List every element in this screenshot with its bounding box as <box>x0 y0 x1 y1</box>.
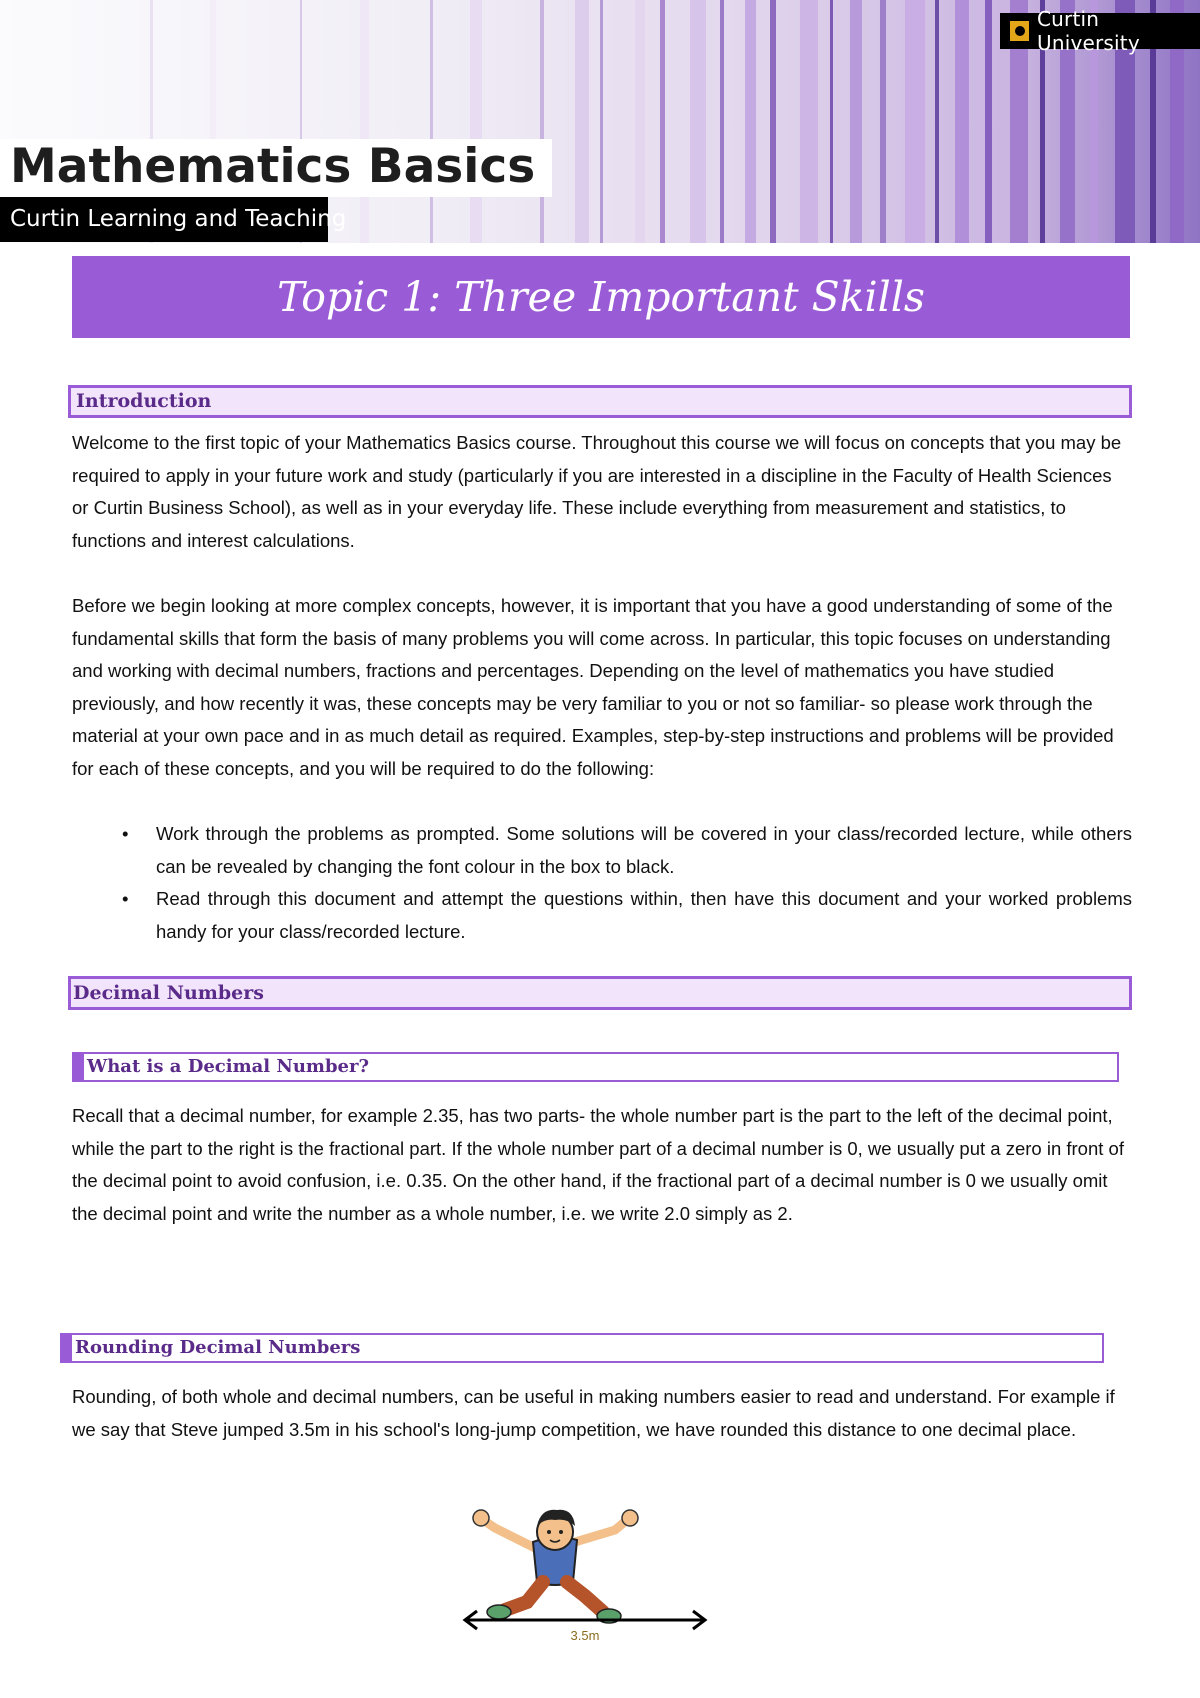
topic-banner <box>72 256 1130 338</box>
intro-paragraph-2 <box>72 590 1132 785</box>
rounding-text: Rounding, of both whole and decimal numbers, can be useful in making numbers easier to read and understand. For example if we say that Steve jumped 3.5m in his school's long-jump competition, we have rounded this distance to one decimal place. <box>72 1386 1115 1440</box>
bullet-text: Read through this document and attempt the questions within, then have this document and your worked problems handy for your class/recorded lecture. <box>156 888 1132 942</box>
intro-text-1: Welcome to the first topic of your Mathematics Basics course. Throughout this course we will focus on concepts that you may be required to apply in your future work and study (particularly if you are interested in a discipline in the Faculty of Health Sciences or Curtin Business School), as well as in your everyday life. These include everything from measurement and statistics, to functions and interest calculations. <box>72 432 1122 551</box>
heading-accent-bar <box>60 1333 70 1363</box>
header-banner <box>0 0 1200 243</box>
long-jump-illustration <box>455 1490 715 1665</box>
subsection-heading-rounding <box>70 1333 1104 1363</box>
shield-icon <box>1010 21 1029 41</box>
list-item <box>72 818 1132 883</box>
jumping-boy-icon <box>455 1490 715 1665</box>
bullet-icon: • <box>122 888 129 909</box>
section-heading-introduction: Introduction <box>68 385 1132 418</box>
decimal-paragraph <box>72 1100 1132 1230</box>
intro-bullet-list <box>72 818 1132 948</box>
course-subtitle: Curtin Learning and Teaching <box>10 206 347 232</box>
topic-title: Topic 1: Three Important Skills <box>277 273 925 321</box>
decimal-text: Recall that a decimal number, for example 2.35, has two parts- the whole number part is the part to the left of the decimal point, while the part to the right is the fractional part. If the whole number part of a decimal number is 0, we usually put a zero in front of the decimal point to avoid confusion, i.e. 0.35. On the other hand, if the fractional part of a decimal number is 0 we usually omit the decimal point and write the number as a whole number, i.e. we write 2.0 simply as 2. <box>72 1105 1124 1224</box>
heading-accent-bar <box>72 1052 82 1082</box>
course-title: Mathematics Basics <box>10 139 536 194</box>
distance-label: 3.5m <box>570 1628 600 1643</box>
subsection-title: Rounding Decimal Numbers <box>75 1337 361 1358</box>
intro-paragraph-1 <box>72 427 1132 557</box>
section-heading-decimal-numbers: Decimal Numbers <box>68 976 1132 1010</box>
subsection-heading-what-is-decimal <box>82 1052 1119 1082</box>
list-item <box>72 883 1132 948</box>
rounding-paragraph <box>72 1381 1132 1446</box>
intro-text-2: Before we begin looking at more complex concepts, however, it is important that you have a good understanding of some of the fundamental skills that form the basis of many problems you will come across. In particular, this topic focuses on understanding and working with decimal numbers, fractions and percentages. Depending on the level of mathematics you have studied previously, and how recently it was, these concepts may be very familiar to you or not so familiar- so please work through the material at your own pace and in as much detail as required. Examples, step-by-step instructions and problems will be provided for each of these concepts, and you will be required to do the following: <box>72 595 1114 779</box>
brand-name: Curtin University <box>1037 7 1140 55</box>
bullet-text: Work through the problems as prompted. Some solutions will be covered in your class/recorded lecture, while others can be revealed by changing the font colour in the box to black. <box>156 823 1132 877</box>
bullet-icon: • <box>122 823 129 844</box>
curtin-logo[interactable] <box>1000 7 1200 55</box>
subsection-title: What is a Decimal Number? <box>87 1056 370 1077</box>
